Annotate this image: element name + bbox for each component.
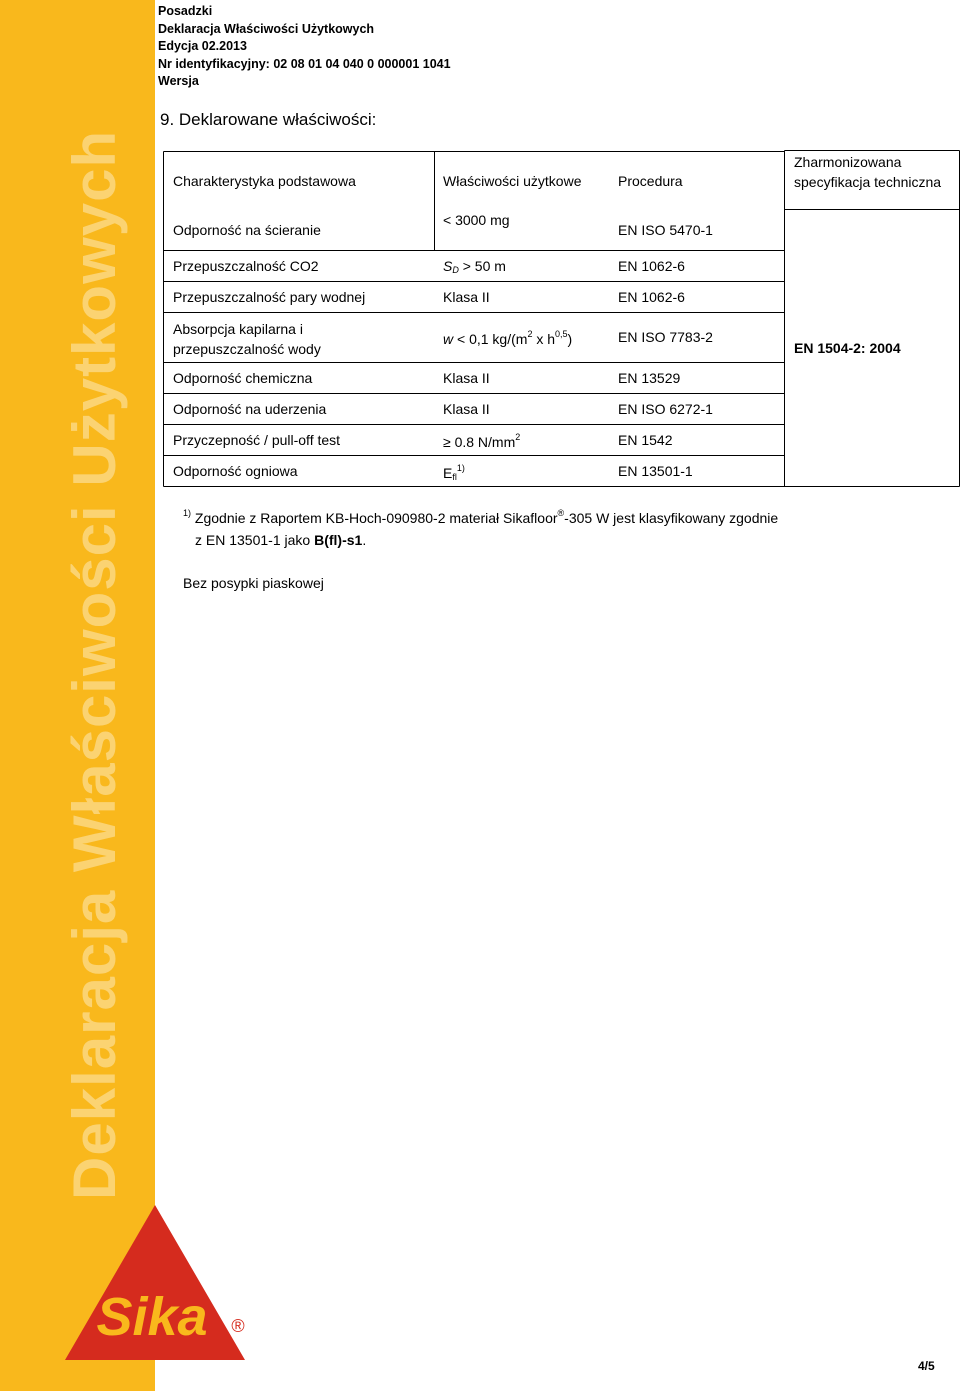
row-co2-procedure: EN 1062-6 — [618, 258, 685, 274]
row-capillary-value: w < 0,1 $kg/(m^2$ x $h^{0,5}$) — [443, 329, 573, 347]
row-abrasion-characteristic: Odporność na ścieranie — [173, 222, 321, 238]
sika-logo — [60, 1200, 250, 1365]
row-co2-value: $S_D > 50$ m — [443, 258, 506, 275]
row-vapour-characteristic: Przepuszczalność pary wodnej — [173, 289, 366, 305]
sidebar-vertical-title: Deklaracja Właściwości Użytkowych — [61, 129, 128, 1200]
header-category: Posadzki — [158, 4, 213, 18]
logo-wordmark: Sika — [96, 1287, 208, 1347]
row-co2-characteristic: Przepuszczalność CO2 — [173, 258, 319, 274]
row-adhesion-procedure: EN 1542 — [618, 432, 673, 448]
row-impact-procedure: EN ISO 6272-1 — [618, 401, 713, 417]
header-edition: Edycja 02.2013 — [158, 39, 247, 53]
footnote-line2: z EN 13501-1 jako B(fl)-s1. — [195, 532, 367, 548]
row-fire-procedure: EN 13501-1 — [618, 463, 693, 479]
row-vapour-value: Klasa II — [443, 289, 490, 305]
row-impact-characteristic: Odporność na uderzenia — [173, 401, 327, 417]
header-spec: Zharmonizowana specyfikacja techniczna — [794, 154, 942, 190]
row-capillary-characteristic: Absorpcja kapilarna i przepuszczalność wody — [173, 321, 321, 357]
header-characteristic: Charakterystyka podstawowa — [173, 173, 356, 189]
row-chemical-value: Klasa II — [443, 370, 490, 386]
header-identification-number: Nr identyfikacyjny: 02 08 01 04 040 0 000001 1041 — [158, 56, 451, 71]
note-no-sand: Bez posypki piaskowej — [183, 575, 324, 591]
header-document-name: Deklaracja Właściwości Użytkowych — [158, 21, 375, 36]
row-impact-value: Klasa II — [443, 401, 490, 417]
row-adhesion-value: ≥ 0.8 $N/mm^2$ — [443, 432, 521, 450]
row-fire-characteristic: Odporność ogniowa — [173, 463, 298, 479]
row-abrasion-value: < 3000 mg — [443, 212, 510, 228]
row-abrasion-procedure: EN ISO 5470-1 — [618, 222, 713, 238]
table-grid — [0, 0, 960, 500]
row-fire-value: $E_{fl}^{1)}$ — [443, 463, 465, 482]
header-version: Wersja — [158, 74, 199, 88]
section-title: 9. Deklarowane właściwości: — [160, 110, 377, 129]
footnote-marker: 1) — [183, 508, 192, 518]
spec-value: EN 1504-2: 2004 — [794, 340, 901, 356]
header-procedure: Procedura — [618, 173, 683, 189]
row-vapour-procedure: EN 1062-6 — [618, 289, 685, 305]
header-properties: Właściwości użytkowe — [443, 173, 582, 189]
logo-registered-mark: ® — [231, 1316, 245, 1336]
footnote: $^{1)}$ Zgodnie z Raportem KB-Hoch-090980-2 materiał Sikafloor®-305 W jest klasyfikowany zgodnie — [183, 508, 779, 526]
row-adhesion-characteristic: Przyczepność / pull-off test — [173, 432, 341, 448]
page-number: 4/5 — [918, 1359, 935, 1373]
row-chemical-procedure: EN 13529 — [618, 370, 681, 386]
row-chemical-characteristic: Odporność chemiczna — [173, 370, 313, 386]
row-capillary-procedure: EN ISO 7783-2 — [618, 329, 713, 345]
